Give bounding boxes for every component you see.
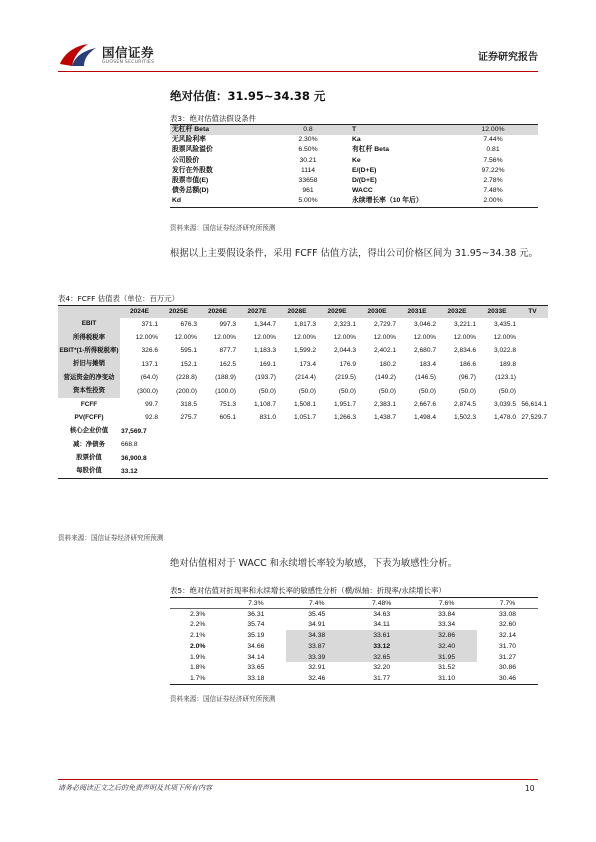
sensitivity-value: 32.20 bbox=[373, 664, 391, 672]
footer-divider bbox=[58, 779, 538, 780]
table3-caption: 表3：绝对估值法假设条件 bbox=[170, 114, 257, 123]
param-name: Ke bbox=[352, 156, 361, 164]
table-row bbox=[58, 344, 548, 357]
empty-cell bbox=[317, 451, 357, 464]
param-name: 公司股价 bbox=[172, 156, 200, 164]
empty-cell bbox=[357, 438, 397, 451]
cell-value: 2,383.1 bbox=[374, 401, 396, 409]
empty-cell bbox=[277, 438, 317, 451]
cell-value: 275.7 bbox=[180, 414, 197, 422]
header-divider bbox=[58, 71, 538, 72]
empty-cell bbox=[437, 465, 477, 478]
cell-value: (50.0) bbox=[258, 387, 276, 395]
param-value: 7.48% bbox=[483, 187, 503, 195]
param-value: 7.56% bbox=[483, 156, 503, 164]
table-row bbox=[170, 176, 538, 186]
column-header: TV bbox=[517, 306, 548, 318]
cell-value: 99.7 bbox=[145, 401, 158, 409]
sensitivity-value: 32.14 bbox=[499, 631, 517, 639]
cell-value: (228.8) bbox=[176, 374, 197, 382]
table-row bbox=[58, 358, 548, 371]
row-label: 营运资金的净变动 bbox=[58, 371, 120, 384]
param-value: 33658 bbox=[298, 177, 318, 185]
wacc-header: 7.48% bbox=[347, 598, 416, 609]
page-header bbox=[58, 40, 538, 70]
cell-value: 3,039.5 bbox=[494, 401, 516, 409]
wacc-header: 7.3% bbox=[225, 598, 286, 609]
logo-english-name: GUOSEN SECURITIES bbox=[102, 60, 155, 65]
cell-value: 1,438.7 bbox=[374, 414, 396, 422]
cell-value: 12.00% bbox=[333, 334, 356, 342]
cell-value: 676.3 bbox=[180, 320, 197, 328]
table-row bbox=[170, 196, 538, 207]
sensitivity-value: 35.45 bbox=[308, 610, 326, 618]
empty-cell bbox=[317, 465, 357, 478]
empty-cell bbox=[397, 438, 437, 451]
cell-value: 1,817.3 bbox=[294, 320, 316, 328]
disclaimer-text: 请务必阅读正文之后的免责声明及其项下所有内容 bbox=[58, 784, 212, 792]
sensitivity-value: 30.86 bbox=[499, 664, 517, 672]
param-value: 0.81 bbox=[486, 146, 500, 154]
summary-row bbox=[58, 438, 548, 451]
table-row bbox=[170, 630, 538, 641]
cell-value: 12.00% bbox=[135, 334, 158, 342]
param-name: T bbox=[350, 125, 448, 136]
column-header: 2030E bbox=[357, 306, 397, 318]
cell-value: 137.1 bbox=[141, 360, 158, 368]
table-row bbox=[170, 619, 538, 630]
growth-rate: 1.9% bbox=[189, 653, 206, 661]
table-row bbox=[58, 331, 548, 344]
cell-value bbox=[517, 384, 548, 397]
wacc-header: 7.6% bbox=[416, 598, 477, 609]
cell-value: (214.4) bbox=[295, 374, 316, 382]
empty-cell bbox=[437, 451, 477, 464]
empty-cell bbox=[397, 451, 437, 464]
row-label: 所得税税率 bbox=[58, 331, 120, 344]
column-header: 2029E bbox=[317, 306, 357, 318]
cell-value: 180.2 bbox=[379, 360, 396, 368]
param-name: WACC bbox=[352, 187, 373, 195]
cell-value: 595.1 bbox=[180, 347, 197, 355]
empty-cell bbox=[477, 425, 517, 438]
cell-value: (219.5) bbox=[335, 374, 356, 382]
growth-rate: 2.3% bbox=[189, 610, 206, 618]
cell-value: 318.5 bbox=[180, 401, 197, 409]
cell-value: 27,529.7 bbox=[521, 414, 547, 422]
cell-value: (50.0) bbox=[378, 387, 396, 395]
cell-value: 751.3 bbox=[219, 401, 236, 409]
table-row bbox=[58, 318, 548, 331]
sensitivity-value: 33.08 bbox=[499, 610, 517, 618]
row-label: PV(FCFF) bbox=[74, 413, 104, 421]
param-name: 债务总额(D) bbox=[172, 187, 209, 195]
table-row bbox=[170, 652, 538, 663]
sensitivity-value: 33.34 bbox=[438, 621, 456, 629]
table-row bbox=[58, 398, 548, 411]
table-row bbox=[170, 145, 538, 155]
table-row bbox=[170, 125, 538, 136]
cell-value: 2,402.1 bbox=[374, 347, 396, 355]
table-row bbox=[170, 156, 538, 166]
growth-rate: 2.1% bbox=[189, 631, 206, 639]
cell-value: (300.0) bbox=[137, 387, 158, 395]
growth-rate: 1.7% bbox=[189, 674, 206, 682]
cell-value: (50.0) bbox=[458, 387, 476, 395]
table-row bbox=[58, 384, 548, 397]
report-type: 证券研究报告 bbox=[478, 52, 538, 63]
table-row bbox=[170, 135, 538, 145]
sensitivity-value: 31.52 bbox=[438, 664, 456, 672]
sensitivity-value: 33.39 bbox=[286, 652, 347, 663]
guosen-logo-icon bbox=[58, 42, 98, 68]
summary-row bbox=[58, 451, 548, 464]
cell-value: 3,221.1 bbox=[454, 320, 476, 328]
cell-value: (149.2) bbox=[375, 374, 396, 382]
sensitivity-value: 32.40 bbox=[416, 641, 477, 652]
cell-value: 831.0 bbox=[259, 414, 276, 422]
sensitivity-value: 34.66 bbox=[247, 642, 265, 650]
sensitivity-value: 32.60 bbox=[499, 621, 517, 629]
cell-value: (188.9) bbox=[215, 374, 236, 382]
sensitivity-value: 31.70 bbox=[499, 642, 517, 650]
summary-label: 每股价值 bbox=[76, 467, 102, 475]
column-header: 2033E bbox=[477, 306, 517, 318]
cell-value: 1,502.3 bbox=[454, 414, 476, 422]
wacc-header: 7.4% bbox=[286, 598, 347, 609]
empty-cell bbox=[357, 451, 397, 464]
wacc-header: 7.7% bbox=[477, 598, 538, 609]
column-header: 2027E bbox=[237, 306, 277, 318]
sensitivity-value: 33.18 bbox=[247, 674, 265, 682]
sensitivity-value: 34.14 bbox=[247, 653, 265, 661]
row-label: 资本性投资 bbox=[58, 384, 120, 397]
empty-cell bbox=[198, 438, 237, 451]
summary-value: 668.8 bbox=[121, 441, 138, 449]
cell-value: 3,435.1 bbox=[494, 320, 516, 328]
param-name: Kd bbox=[172, 197, 182, 205]
empty-cell bbox=[437, 438, 477, 451]
empty-cell bbox=[159, 451, 198, 464]
empty-cell bbox=[277, 425, 317, 438]
empty-cell bbox=[237, 465, 277, 478]
sensitivity-value: 30.46 bbox=[499, 674, 517, 682]
column-header: 2024E bbox=[120, 306, 159, 318]
sensitivity-value: 36.31 bbox=[247, 610, 265, 618]
sensitivity-value: 35.74 bbox=[247, 621, 265, 629]
sensitivity-value: 33.61 bbox=[347, 630, 416, 641]
cell-value: 1,508.1 bbox=[294, 401, 316, 409]
cell-value: 183.4 bbox=[419, 360, 436, 368]
cell-value: (146.5) bbox=[415, 374, 436, 382]
sensitivity-paragraph: 绝对估值相对于 WACC 和永续增长率较为敏感，下表为敏感性分析。 bbox=[170, 558, 458, 569]
empty-cell bbox=[397, 425, 437, 438]
table-row bbox=[170, 609, 538, 620]
table4-caption: 表4：FCFF 估值表（单位：百万元） bbox=[58, 294, 180, 303]
cell-value: 1,266.3 bbox=[334, 414, 356, 422]
summary-label: 减：净债务 bbox=[73, 440, 105, 448]
sensitivity-value: 31.27 bbox=[499, 653, 517, 661]
cell-value: 12.00% bbox=[293, 334, 316, 342]
param-value: 12.00% bbox=[448, 125, 538, 136]
param-value: 2.00% bbox=[483, 197, 503, 205]
empty-cell bbox=[198, 465, 237, 478]
param-value: 2.78% bbox=[483, 177, 503, 185]
param-name: D/(D+E) bbox=[352, 177, 377, 185]
param-value: 961 bbox=[302, 187, 314, 195]
cell-value: 173.4 bbox=[299, 360, 316, 368]
empty-cell bbox=[237, 451, 277, 464]
sensitivity-value: 32.46 bbox=[308, 674, 326, 682]
cell-value: 12.00% bbox=[213, 334, 236, 342]
cell-value: 371.1 bbox=[141, 320, 158, 328]
table-row bbox=[170, 166, 538, 176]
cell-value: 2,729.7 bbox=[374, 320, 396, 328]
guosen-logo bbox=[58, 40, 218, 70]
cell-value: 1,183.3 bbox=[254, 347, 276, 355]
empty-cell bbox=[159, 425, 198, 438]
table-row bbox=[58, 371, 548, 384]
param-value: 30.21 bbox=[299, 156, 317, 164]
cell-value: (200.0) bbox=[176, 387, 197, 395]
param-value: 97.22% bbox=[481, 166, 505, 174]
param-value: 1114 bbox=[300, 166, 316, 174]
row-label: EBIT*(1-所得税税率) bbox=[58, 344, 120, 357]
cell-value: 1,108.7 bbox=[254, 401, 276, 409]
sensitivity-value: 32.91 bbox=[308, 664, 326, 672]
row-label: FCFF bbox=[80, 400, 98, 408]
column-header: 2025E bbox=[159, 306, 198, 318]
fcff-table bbox=[58, 305, 548, 479]
column-header: 2026E bbox=[198, 306, 237, 318]
empty-cell bbox=[159, 465, 198, 478]
param-value: 7.44% bbox=[483, 136, 503, 144]
empty-cell bbox=[517, 451, 548, 464]
cell-value: 3,022.8 bbox=[494, 347, 516, 355]
param-name: 无杠杆 Beta bbox=[170, 125, 266, 136]
logo-chinese-name: 国信证券 bbox=[102, 45, 155, 60]
summary-label: 股票价值 bbox=[76, 454, 102, 462]
cell-value: 12.00% bbox=[493, 334, 516, 342]
param-name: 发行在外股数 bbox=[172, 166, 213, 174]
column-header: 2028E bbox=[277, 306, 317, 318]
empty-cell bbox=[317, 438, 357, 451]
cell-value bbox=[517, 318, 548, 331]
summary-value: 36,900.8 bbox=[121, 454, 147, 462]
param-value: 5.00% bbox=[298, 197, 318, 205]
sensitivity-value: 33.87 bbox=[286, 641, 347, 652]
column-header: 2031E bbox=[397, 306, 437, 318]
table5-caption: 表5：绝对估值对折现率和永续增长率的敏感性分析（横/纵轴：折现率/永续增长率） bbox=[170, 586, 446, 595]
sensitivity-value: 34.38 bbox=[286, 630, 347, 641]
cell-value: 1,498.4 bbox=[414, 414, 436, 422]
empty-cell bbox=[277, 465, 317, 478]
sensitivity-value: 31.77 bbox=[373, 674, 391, 682]
cell-value bbox=[517, 371, 548, 384]
empty-cell bbox=[357, 465, 397, 478]
cell-value bbox=[517, 331, 548, 344]
table-row bbox=[170, 662, 538, 673]
sensitivity-value: 32.86 bbox=[416, 630, 477, 641]
cell-value: 2,323.1 bbox=[334, 320, 356, 328]
valuation-paragraph: 根据以上主要假设条件，采用 FCFF 估值方法，得出公司价格区间为 31.95~34.38 元。 bbox=[170, 248, 539, 259]
empty-cell bbox=[159, 438, 198, 451]
param-name: 股票市值(E) bbox=[172, 177, 209, 185]
cell-value: 12.00% bbox=[253, 334, 276, 342]
cell-value: 12.00% bbox=[453, 334, 476, 342]
assumptions-table bbox=[170, 124, 538, 208]
cell-value: 605.1 bbox=[219, 414, 236, 422]
column-header bbox=[58, 306, 120, 318]
cell-value: (64.0) bbox=[140, 374, 158, 382]
row-label: 折旧与摊销 bbox=[58, 358, 120, 371]
empty-cell bbox=[477, 451, 517, 464]
cell-value: (50.0) bbox=[298, 387, 316, 395]
empty-cell bbox=[277, 451, 317, 464]
cell-value: 1,344.7 bbox=[254, 320, 276, 328]
cell-value: 12.00% bbox=[413, 334, 436, 342]
cell-value: 176.9 bbox=[339, 360, 356, 368]
page-number: 10 bbox=[525, 784, 535, 793]
empty-cell bbox=[198, 425, 237, 438]
cell-value: (96.7) bbox=[458, 374, 476, 382]
empty-cell bbox=[237, 438, 277, 451]
empty-cell bbox=[237, 425, 277, 438]
sensitivity-value: 33.65 bbox=[247, 664, 265, 672]
sensitivity-value: 33.12 bbox=[347, 641, 416, 652]
cell-value: 12.00% bbox=[373, 334, 396, 342]
summary-value: 37,569.7 bbox=[121, 427, 147, 435]
cell-value: (50.0) bbox=[498, 387, 516, 395]
table5-source: 资料来源：国信证券经济研究所预测 bbox=[170, 695, 276, 703]
summary-label: 核心企业价值 bbox=[69, 427, 109, 435]
param-name: 股票风险溢价 bbox=[172, 146, 213, 154]
table-row bbox=[58, 411, 548, 424]
sensitivity-value: 31.10 bbox=[438, 674, 456, 682]
cell-value: (100.0) bbox=[215, 387, 236, 395]
growth-rate: 2.0% bbox=[189, 642, 206, 650]
param-name: Ka bbox=[352, 136, 361, 144]
param-name: E/(D+E) bbox=[352, 166, 377, 174]
column-header: 2032E bbox=[437, 306, 477, 318]
cell-value: 169.1 bbox=[259, 360, 276, 368]
cell-value: 189.8 bbox=[499, 360, 516, 368]
cell-value bbox=[517, 344, 548, 357]
section-title: 绝对估值：31.95~34.38 元 bbox=[170, 89, 326, 103]
cell-value: 1,599.2 bbox=[294, 347, 316, 355]
cell-value: 877.7 bbox=[219, 347, 236, 355]
sensitivity-value: 34.11 bbox=[373, 621, 390, 629]
empty-cell bbox=[477, 465, 517, 478]
sensitivity-table bbox=[170, 597, 538, 685]
cell-value: 92.8 bbox=[145, 414, 158, 422]
cell-value: 997.3 bbox=[219, 320, 236, 328]
cell-value: 1,478.0 bbox=[494, 414, 516, 422]
cell-value: 12.00% bbox=[174, 334, 197, 342]
sensitivity-value: 35.19 bbox=[247, 631, 265, 639]
summary-row bbox=[58, 465, 548, 478]
cell-value bbox=[517, 358, 548, 371]
param-name: 无风险利率 bbox=[172, 136, 206, 144]
cell-value: 326.6 bbox=[141, 347, 158, 355]
sensitivity-value: 31.95 bbox=[416, 652, 477, 663]
cell-value: (50.0) bbox=[338, 387, 356, 395]
param-name: 永续增长率（10 年后） bbox=[352, 197, 423, 205]
cell-value: 2,680.7 bbox=[414, 347, 436, 355]
sensitivity-value: 34.63 bbox=[373, 610, 391, 618]
table-row bbox=[170, 186, 538, 196]
growth-rate: 2.2% bbox=[189, 621, 206, 629]
cell-value: (50.0) bbox=[418, 387, 436, 395]
cell-value: 2,874.5 bbox=[454, 401, 476, 409]
table-row bbox=[170, 673, 538, 684]
cell-value: 152.1 bbox=[180, 360, 197, 368]
cell-value: 3,046.2 bbox=[414, 320, 436, 328]
param-value: 6.50% bbox=[298, 146, 318, 154]
sensitivity-value: 33.84 bbox=[438, 610, 456, 618]
cell-value: 2,667.6 bbox=[414, 401, 436, 409]
param-value: 2.30% bbox=[298, 136, 318, 144]
empty-cell bbox=[317, 425, 357, 438]
empty-cell bbox=[357, 425, 397, 438]
table-row bbox=[170, 641, 538, 652]
empty-cell bbox=[397, 465, 437, 478]
cell-value: 2,834.6 bbox=[454, 347, 476, 355]
cell-value: 186.6 bbox=[459, 360, 476, 368]
cell-value: 162.5 bbox=[219, 360, 236, 368]
cell-value: 1,951.7 bbox=[334, 401, 356, 409]
growth-rate: 1.8% bbox=[189, 664, 206, 672]
param-name: 有杠杆 Beta bbox=[352, 146, 390, 154]
sensitivity-value: 34.91 bbox=[308, 621, 326, 629]
row-label: EBIT bbox=[58, 318, 120, 331]
cell-value: (193.7) bbox=[255, 374, 276, 382]
empty-cell bbox=[517, 425, 548, 438]
table3-source: 资料来源：国信证券经济研究所预测 bbox=[170, 224, 276, 232]
summary-value: 33.12 bbox=[121, 467, 138, 475]
empty-cell bbox=[477, 438, 517, 451]
cell-value: (123.1) bbox=[495, 374, 516, 382]
sensitivity-value: 32.65 bbox=[347, 652, 416, 663]
table4-source: 资料来源：国信证券经济研究所预测 bbox=[58, 534, 164, 542]
cell-value: 1,051.7 bbox=[294, 414, 316, 422]
cell-value: 2,044.3 bbox=[334, 347, 356, 355]
param-value: 0.8 bbox=[266, 125, 350, 136]
empty-cell bbox=[517, 438, 548, 451]
cell-value: 56,614.1 bbox=[521, 401, 547, 409]
empty-cell bbox=[437, 425, 477, 438]
corner-header bbox=[170, 598, 225, 609]
summary-row bbox=[58, 425, 548, 438]
empty-cell bbox=[198, 451, 237, 464]
empty-cell bbox=[517, 465, 548, 478]
